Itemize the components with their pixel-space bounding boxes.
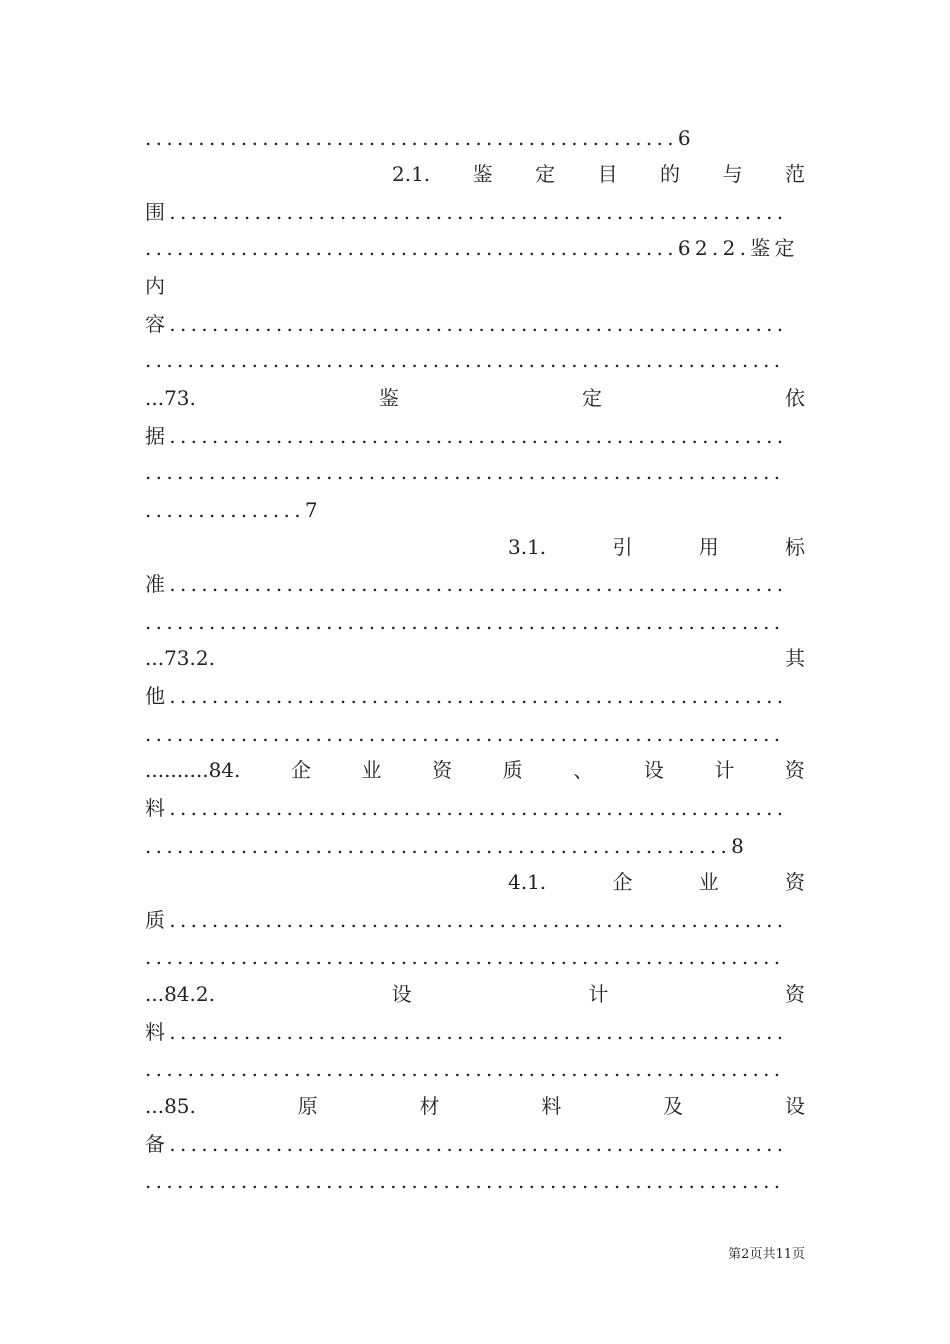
toc-number: 2.1. bbox=[392, 162, 431, 186]
toc-char: 标 bbox=[784, 535, 805, 559]
toc-number: ...73. bbox=[145, 386, 196, 410]
toc-char: 企 bbox=[290, 758, 311, 782]
toc-char: 资 bbox=[784, 982, 805, 1006]
toc-line: ............................................................ bbox=[145, 1169, 785, 1193]
toc-char: 、 bbox=[573, 758, 594, 782]
toc-char: 依 bbox=[784, 386, 805, 410]
toc-line: ...............7 bbox=[145, 498, 322, 522]
toc-char: 原 bbox=[297, 1094, 318, 1118]
toc-char: 及 bbox=[663, 1094, 684, 1118]
toc-char: 质 bbox=[502, 758, 523, 782]
toc-line: 准.......................................................... bbox=[145, 572, 788, 596]
toc-entry-2-1 bbox=[392, 160, 805, 188]
toc-line: ............................................................ bbox=[145, 610, 785, 634]
toc-entry-3-2 bbox=[145, 644, 805, 672]
toc-char: 业 bbox=[698, 870, 719, 894]
toc-char: 目 bbox=[597, 162, 618, 186]
toc-char: 资 bbox=[784, 758, 805, 782]
toc-number: ..........84. bbox=[145, 758, 241, 782]
page-number-footer: 第2页共11页 bbox=[728, 1247, 805, 1262]
toc-entry-3 bbox=[145, 384, 805, 412]
toc-number: ...85. bbox=[145, 1094, 196, 1118]
toc-char: 企 bbox=[612, 870, 633, 894]
toc-char: 资 bbox=[784, 870, 805, 894]
toc-char: 业 bbox=[361, 758, 382, 782]
toc-number: ...84.2. bbox=[145, 982, 215, 1006]
toc-line: 质.......................................................... bbox=[145, 908, 788, 932]
toc-line: 备.......................................................... bbox=[145, 1132, 788, 1156]
toc-line: ............................................................ bbox=[145, 722, 785, 746]
toc-char: 其 bbox=[785, 646, 805, 670]
toc-entry-4-1 bbox=[508, 868, 805, 896]
toc-entry-4-2 bbox=[145, 980, 805, 1008]
toc-char: 定 bbox=[581, 386, 602, 410]
toc-char: 设 bbox=[391, 982, 412, 1006]
toc-line: 料.......................................................... bbox=[145, 1020, 788, 1044]
toc-char: 设 bbox=[643, 758, 664, 782]
toc-entry-5 bbox=[145, 1092, 805, 1120]
toc-line: 内 bbox=[145, 274, 165, 298]
toc-number: 3.1. bbox=[508, 535, 547, 559]
toc-char: 鉴 bbox=[472, 162, 493, 186]
toc-line: ............................................................ bbox=[145, 1057, 785, 1081]
toc-number: ...73.2. bbox=[145, 646, 215, 670]
toc-line: 料.......................................................... bbox=[145, 796, 788, 820]
toc-char: 料 bbox=[541, 1094, 562, 1118]
toc-char: 的 bbox=[660, 162, 681, 186]
toc-line: 据.......................................................... bbox=[145, 424, 788, 448]
toc-char: 用 bbox=[698, 535, 719, 559]
toc-line: ............................................................ bbox=[145, 460, 785, 484]
toc-char: 计 bbox=[714, 758, 735, 782]
toc-char: 材 bbox=[419, 1094, 440, 1118]
toc-char: 与 bbox=[722, 162, 743, 186]
toc-char: 鉴 bbox=[378, 386, 399, 410]
toc-line: ............................................................ bbox=[145, 945, 785, 969]
toc-line: ..................................................62.2.鉴定 bbox=[145, 236, 799, 260]
toc-number: 4.1. bbox=[508, 870, 547, 894]
toc-char: 定 bbox=[535, 162, 556, 186]
toc-char: 资 bbox=[432, 758, 453, 782]
toc-char: 设 bbox=[784, 1094, 805, 1118]
toc-char: 计 bbox=[588, 982, 609, 1006]
toc-line: .......................................................8 bbox=[145, 834, 749, 858]
toc-line: 容.......................................................... bbox=[145, 312, 788, 336]
toc-char: 引 bbox=[612, 535, 633, 559]
toc-line: ............................................................ bbox=[145, 348, 785, 372]
toc-entry-3-1 bbox=[508, 533, 805, 561]
toc-char: 范 bbox=[784, 162, 805, 186]
toc-line: ..................................................6 bbox=[145, 126, 695, 150]
toc-line: 他.......................................................... bbox=[145, 684, 788, 708]
toc-entry-4 bbox=[145, 756, 805, 784]
toc-line: 围.......................................................... bbox=[145, 200, 788, 224]
